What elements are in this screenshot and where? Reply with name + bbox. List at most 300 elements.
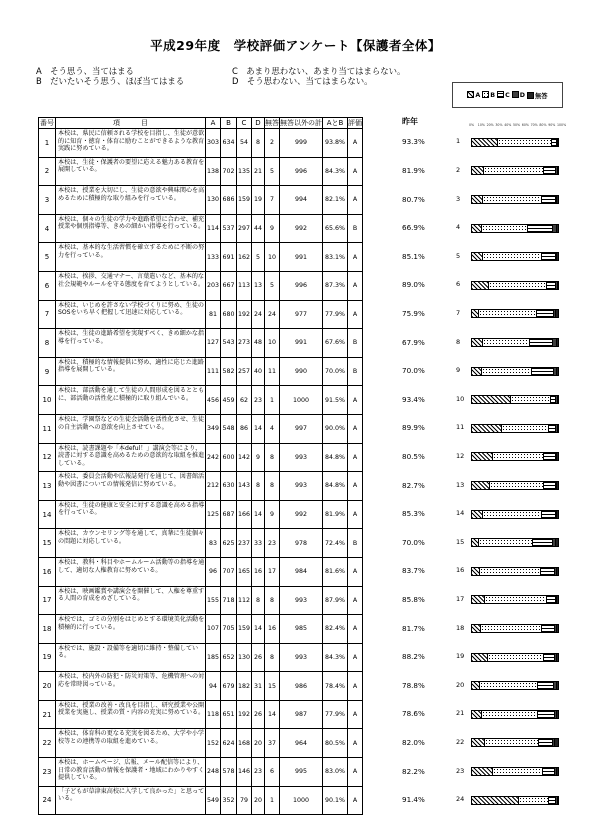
chart-legend-b-label: B (490, 92, 496, 99)
header-num: 番号 (40, 119, 54, 127)
bar-segment-a (472, 339, 483, 346)
count-c: 166 (237, 500, 252, 529)
chart-row-label: 10 (456, 394, 465, 403)
table-row (39, 271, 363, 300)
chart-legend-none-label: 無答 (534, 92, 548, 100)
chart-bar (471, 624, 559, 633)
evaluation: A (348, 472, 363, 501)
row-number: 1 (39, 129, 56, 158)
evaluation: A (348, 186, 363, 215)
count-b: 352 (221, 786, 237, 815)
bar-segment-a (472, 739, 485, 746)
evaluation: A (348, 758, 363, 787)
evaluation: A (348, 443, 363, 472)
bar-segment-a (472, 539, 479, 546)
count-d: 8 (252, 472, 265, 501)
count-d: 23 (252, 386, 265, 415)
bar-segment-c (528, 225, 554, 232)
bar-segment-a (472, 282, 489, 289)
table-row (39, 214, 363, 243)
survey-table (38, 117, 363, 815)
prev-year-value: 85.1% (402, 251, 425, 261)
count-a: 130 (206, 186, 221, 215)
ab-rate: 84.3% (323, 157, 348, 186)
count-none: 15 (265, 672, 280, 701)
bar-segment-c (542, 253, 556, 260)
ab-rate: 84.8% (323, 443, 348, 472)
bar-segment-a (472, 482, 490, 489)
count-b: 459 (221, 386, 237, 415)
bar-segment-a (472, 196, 483, 203)
table-row (39, 643, 363, 672)
count-d: 20 (252, 729, 265, 758)
count-a: 125 (206, 500, 221, 529)
bar-segment-b (483, 253, 542, 260)
prev-year-value: 81.9% (402, 165, 425, 175)
chart-bar (471, 252, 559, 261)
count-c: 192 (237, 700, 252, 729)
prev-year-value: 67.9% (402, 337, 425, 347)
bar-segment-c (547, 596, 557, 603)
count-total: 992 (280, 500, 323, 529)
bar-segment-a (472, 768, 493, 775)
row-question: 本校は、ホームページ、広報、メール配信等により、日常の教育活動の情報を保護者・地域にわかりやすく提供している。 (56, 758, 206, 787)
chart-row-label: 7 (456, 308, 461, 317)
row-question: 本校は、教科・科目やホームルーム活動等の指導を通して、適切な人権教育に努めている。 (56, 557, 206, 586)
evaluation: A (348, 643, 363, 672)
ab-rate: 81.6% (323, 557, 348, 586)
bar-segment-none (555, 739, 558, 746)
prev-year-value: 83.7% (402, 566, 425, 576)
count-d: 8 (252, 586, 265, 615)
row-question: 本校は、県民に信頼される学校を目指し、生徒が意欲的に知育・徳育・体育に励むことができるような教育実践に努めている。 (56, 129, 206, 158)
bar-segment-b (511, 396, 550, 403)
chart-bar (471, 567, 559, 576)
axis-tick-label: 50% (513, 123, 521, 127)
count-b: 679 (221, 672, 237, 701)
count-a: 114 (206, 214, 221, 243)
row-number: 14 (39, 500, 56, 529)
bar-segment-b (482, 225, 528, 232)
prev-year-value: 89.9% (402, 423, 425, 433)
chart-bar (471, 281, 559, 290)
axis-tick-label: 0% (469, 123, 475, 127)
chart-bar (471, 538, 559, 547)
legend-right (232, 66, 405, 86)
evaluation: A (348, 672, 363, 701)
axis-tick-label: 10% (477, 123, 485, 127)
chart-bar (471, 309, 559, 318)
bar-segment-b (479, 539, 533, 546)
count-c: 135 (237, 157, 252, 186)
count-b: 680 (221, 300, 237, 329)
row-number: 9 (39, 357, 56, 386)
table-row (39, 700, 363, 729)
row-number: 24 (39, 786, 56, 815)
ab-rate: 82.1% (323, 186, 348, 215)
bar-segment-none (557, 511, 558, 518)
header-total: 無答以外の計 (280, 119, 322, 127)
ab-rate: 83.1% (323, 243, 348, 272)
count-none: 10 (265, 243, 280, 272)
bar-segment-c (538, 711, 554, 718)
bar-segment-none (557, 768, 558, 775)
chart-legend-a (467, 91, 480, 99)
table-row (39, 557, 363, 586)
count-total: 994 (280, 186, 323, 215)
bar-segment-c (538, 682, 554, 689)
header-none: 無答 (265, 119, 279, 127)
chart-row-label: 16 (456, 566, 465, 575)
count-total: 993 (280, 472, 323, 501)
count-total: 996 (280, 157, 323, 186)
ab-rate: 87.3% (323, 271, 348, 300)
chart-legend (452, 82, 563, 108)
bar-segment-b (489, 282, 546, 289)
count-a: 203 (206, 271, 221, 300)
count-none: 4 (265, 414, 280, 443)
bar-segment-none (557, 625, 558, 632)
count-total: 986 (280, 672, 323, 701)
chart-legend-b (482, 91, 495, 99)
count-a: 248 (206, 758, 221, 787)
bar-segment-b (498, 139, 552, 146)
bar-segment-b (482, 711, 538, 718)
row-question: 本校は、学園祭などの生徒会活動を活性化させ、生徒の自主活動への意欲を向上させている。 (56, 414, 206, 443)
row-number: 16 (39, 557, 56, 586)
count-b: 652 (221, 643, 237, 672)
bar-segment-a (472, 511, 483, 518)
prev-year-value: 75.9% (402, 308, 425, 318)
count-none: 9 (265, 500, 280, 529)
count-d: 21 (252, 157, 265, 186)
bar-segment-a (472, 396, 511, 403)
bar-segment-c (539, 739, 553, 746)
count-c: 79 (237, 786, 252, 815)
count-none: 1 (265, 786, 280, 815)
count-b: 630 (221, 472, 237, 501)
table-header-row (39, 118, 363, 129)
chart-bar (471, 395, 559, 404)
row-number: 19 (39, 643, 56, 672)
chart-bar (471, 710, 559, 719)
chart-row-label: 24 (456, 795, 465, 804)
header-eval: 評価 (348, 119, 362, 127)
chart-bar (471, 338, 559, 347)
bar-segment-b (519, 797, 549, 804)
count-none: 6 (265, 758, 280, 787)
prev-year-value: 93.3% (402, 137, 425, 147)
evaluation: A (348, 786, 363, 815)
count-c: 62 (237, 386, 252, 415)
count-total: 996 (280, 271, 323, 300)
row-number: 10 (39, 386, 56, 415)
axis-tick-label: 80% (539, 123, 547, 127)
chart-row-label: 11 (456, 423, 465, 432)
row-question: 「子どもが草津東高校に入学して良かった」と思っている。 (56, 786, 206, 815)
count-d: 26 (252, 700, 265, 729)
bar-segment-b (502, 425, 549, 432)
bar-segment-a (472, 310, 479, 317)
prev-year-value: 85.3% (402, 509, 425, 519)
count-b: 600 (221, 443, 237, 472)
evaluation: A (348, 271, 363, 300)
bar-segment-b (485, 739, 539, 746)
row-question: 本校では、施設・設備等を適切に維持・整備している。 (56, 643, 206, 672)
legend-d: D そう思わない、当てはまらない。 (232, 76, 373, 86)
bar-segment-c (542, 511, 556, 518)
count-none: 14 (265, 700, 280, 729)
count-total: 991 (280, 329, 323, 358)
chart-row-label: 20 (456, 680, 465, 689)
ab-rate: 78.4% (323, 672, 348, 701)
prev-year-value: 91.4% (402, 795, 425, 805)
count-none: 24 (265, 300, 280, 329)
row-number: 22 (39, 729, 56, 758)
bar-segment-a (472, 654, 488, 661)
axis-tick-label: 60% (521, 123, 529, 127)
count-none: 1 (265, 386, 280, 415)
evaluation: A (348, 300, 363, 329)
ab-rate: 91.5% (323, 386, 348, 415)
bar-segment-c (544, 482, 556, 489)
count-d: 16 (252, 557, 265, 586)
bar-segment-c (547, 282, 557, 289)
bar-segment-none (556, 539, 558, 546)
count-none: 5 (265, 157, 280, 186)
row-number: 8 (39, 329, 56, 358)
ab-rate: 70.0% (323, 357, 348, 386)
count-a: 185 (206, 643, 221, 672)
count-d: 33 (252, 529, 265, 558)
table-row (39, 729, 363, 758)
chart-bar (471, 424, 559, 433)
count-d: 23 (252, 758, 265, 787)
table-row (39, 129, 363, 158)
chart-bar (471, 224, 559, 233)
row-question: 本校は、生徒の進路希望を実現すべく、きめ細かな指導を行っている。 (56, 329, 206, 358)
row-question: 本校は、読書課題や「本deful！」講演会等により、読書に対する意識を高めるための意欲的な取組を推進している。 (56, 443, 206, 472)
evaluation: A (348, 586, 363, 615)
count-none: 17 (265, 557, 280, 586)
bar-segment-none (557, 225, 558, 232)
table-row (39, 414, 363, 443)
axis-tick-label: 90% (548, 123, 556, 127)
bar-segment-b (480, 682, 538, 689)
chart-bar (471, 166, 559, 175)
count-d: 14 (252, 500, 265, 529)
axis-tick-label: 100% (557, 123, 567, 127)
evaluation: A (348, 729, 363, 758)
prev-year-value: 88.2% (402, 652, 425, 662)
count-d: 26 (252, 643, 265, 672)
ab-rate: 65.6% (323, 214, 348, 243)
bar-segment-c (537, 310, 553, 317)
count-b: 691 (221, 243, 237, 272)
chart-row-label: 19 (456, 652, 465, 661)
chart-row-label: 4 (456, 223, 461, 232)
prev-year-value: 70.0% (402, 366, 425, 376)
ab-rate: 84.3% (323, 643, 348, 672)
count-d: 31 (252, 672, 265, 701)
header-ab: AとB (323, 118, 348, 129)
count-b: 537 (221, 214, 237, 243)
count-b: 705 (221, 615, 237, 644)
prev-year-value: 70.0% (402, 537, 425, 547)
chart-row-label: 22 (456, 737, 465, 746)
axis-tick-label: 30% (495, 123, 503, 127)
prev-year-value: 66.9% (402, 223, 425, 233)
count-a: 118 (206, 700, 221, 729)
count-c: 162 (237, 243, 252, 272)
chart-row-label: 6 (456, 280, 461, 289)
bar-segment-none (557, 368, 558, 375)
chart-bar (471, 195, 559, 204)
count-d: 9 (252, 443, 265, 472)
count-b: 548 (221, 414, 237, 443)
chart-row-label: 5 (456, 251, 461, 260)
count-c: 159 (237, 186, 252, 215)
count-none: 5 (265, 271, 280, 300)
bar-segment-c (541, 568, 555, 575)
axis-tick-label: 20% (486, 123, 494, 127)
count-d: 44 (252, 214, 265, 243)
bar-segment-a (472, 167, 484, 174)
evaluation: B (348, 357, 363, 386)
prev-year-value: 89.0% (402, 280, 425, 290)
count-a: 155 (206, 586, 221, 615)
header-a: A (206, 118, 221, 129)
bar-segment-b (479, 310, 537, 317)
table-row (39, 329, 363, 358)
count-d: 8 (252, 129, 265, 158)
bar-segment-a (472, 425, 502, 432)
count-d: 40 (252, 357, 265, 386)
table-row (39, 615, 363, 644)
count-c: 182 (237, 672, 252, 701)
bar-segment-a (472, 596, 485, 603)
bar-segment-none (556, 310, 558, 317)
count-none: 10 (265, 329, 280, 358)
chart-legend-d-label: D (519, 92, 525, 99)
bar-segment-none (557, 196, 558, 203)
row-number: 23 (39, 758, 56, 787)
row-question: 本校は、委員会活動や広報誌発行を通じて、図書館活動や図書についての情報発信に努めている。 (56, 472, 206, 501)
ab-rate: 67.6% (323, 329, 348, 358)
count-a: 549 (206, 786, 221, 815)
bar-segment-a (472, 711, 482, 718)
header-prev: 昨年 (402, 117, 418, 126)
bar-segment-b (482, 368, 532, 375)
bar-segment-a (472, 625, 481, 632)
row-number: 13 (39, 472, 56, 501)
bar-segment-b (481, 625, 542, 632)
swatch-none-icon (527, 92, 534, 99)
count-total: 978 (280, 529, 323, 558)
count-a: 133 (206, 243, 221, 272)
header-d: D (252, 118, 265, 129)
bar-segment-c (544, 654, 555, 661)
legend-c: C あまり思わない、あまり当てはまらない。 (232, 66, 406, 76)
row-question: 本校は、積極的な情報提供に努め、適性に応じた進路指導を展開している。 (56, 357, 206, 386)
bar-segment-none (557, 453, 558, 460)
evaluation: A (348, 386, 363, 415)
bar-segment-none (557, 482, 558, 489)
bar-segment-c (543, 768, 556, 775)
count-a: 212 (206, 472, 221, 501)
count-b: 686 (221, 186, 237, 215)
prev-year-value: 80.7% (402, 194, 425, 204)
row-question: 本校は、基本的な生活習慣を確立するために不断の努力を行っている。 (56, 243, 206, 272)
count-a: 107 (206, 615, 221, 644)
bar-segment-none (557, 596, 558, 603)
count-a: 349 (206, 414, 221, 443)
chart-legend-c (497, 91, 510, 99)
ab-rate: 80.5% (323, 729, 348, 758)
count-total: 991 (280, 243, 323, 272)
count-c: 192 (237, 300, 252, 329)
chart-bar (471, 510, 559, 519)
count-b: 687 (221, 500, 237, 529)
count-b: 624 (221, 729, 237, 758)
table-row (39, 672, 363, 701)
legend-a: A そう思う、当てはまる (36, 66, 134, 76)
count-c: 168 (237, 729, 252, 758)
count-total: 990 (280, 357, 323, 386)
bar-segment-b (480, 568, 541, 575)
row-number: 17 (39, 586, 56, 615)
row-number: 20 (39, 672, 56, 701)
prev-year-value: 78.6% (402, 709, 425, 719)
prev-year-value: 82.0% (402, 737, 425, 747)
bar-segment-c (532, 368, 554, 375)
count-a: 127 (206, 329, 221, 358)
count-b: 582 (221, 357, 237, 386)
bar-segment-b (493, 768, 543, 775)
count-total: 993 (280, 443, 323, 472)
ab-rate: 90.1% (323, 786, 348, 815)
evaluation: B (348, 529, 363, 558)
row-question: 本校は、体育科の更なる充実を図るため、大学や小学校等との連携等の取組を進めている。 (56, 729, 206, 758)
count-c: 237 (237, 529, 252, 558)
bar-segment-a (472, 139, 498, 146)
swatch-a-icon (467, 91, 474, 98)
count-a: 83 (206, 529, 221, 558)
row-number: 4 (39, 214, 56, 243)
prev-year-value: 82.2% (402, 766, 425, 776)
bar-segment-none (557, 682, 558, 689)
count-c: 86 (237, 414, 252, 443)
bar-segment-b (493, 453, 544, 460)
count-b: 718 (221, 586, 237, 615)
count-none: 8 (265, 643, 280, 672)
count-c: 159 (237, 615, 252, 644)
bar-segment-a (472, 368, 482, 375)
count-total: 999 (280, 129, 323, 158)
count-d: 24 (252, 300, 265, 329)
count-d: 13 (252, 271, 265, 300)
count-c: 130 (237, 643, 252, 672)
count-total: 997 (280, 414, 323, 443)
ab-rate: 77.9% (323, 700, 348, 729)
row-question: 本校は、映画鑑賞や講演会を開催して、人権を尊重する人間の育成をめざしている。 (56, 586, 206, 615)
chart-row-label: 15 (456, 537, 465, 546)
count-c: 54 (237, 129, 252, 158)
count-c: 113 (237, 271, 252, 300)
chart-row-label: 3 (456, 194, 461, 203)
row-question: 本校では、ゴミの分別をはじめとする環境美化活動を積極的に行っている。 (56, 615, 206, 644)
evaluation: A (348, 243, 363, 272)
